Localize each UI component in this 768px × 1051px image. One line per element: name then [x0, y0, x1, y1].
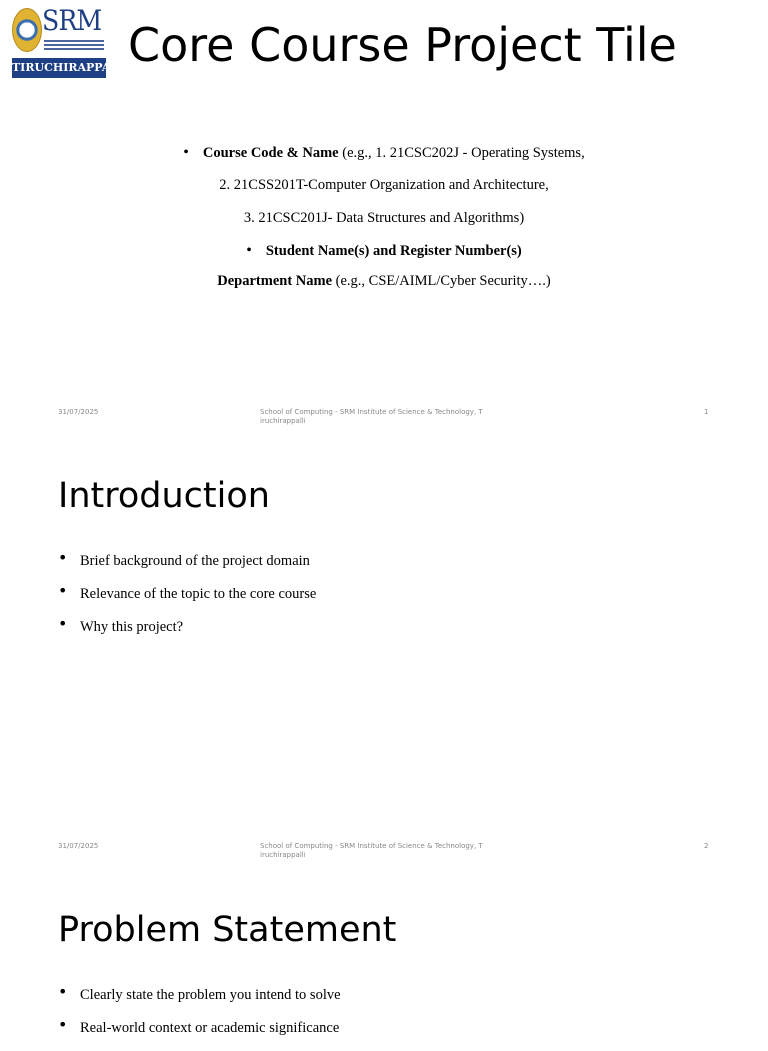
list-item — [58, 982, 341, 1018]
students-line — [0, 242, 768, 260]
footer-school-line-1: School of Computing - SRM Institute of Science & Technology, T — [260, 408, 483, 416]
footer-school-line-1: School of Computing - SRM Institute of Science & Technology, T — [260, 842, 483, 850]
list-item-text: Brief background of the project domain — [80, 553, 310, 569]
slide-3 — [0, 868, 768, 1036]
bullet-icon: • — [58, 614, 68, 633]
list-item-text: Clearly state the problem you intend to solve — [80, 987, 341, 1003]
srm-seal-icon — [12, 8, 42, 52]
bullet-icon: • — [58, 548, 68, 567]
students-label: Student Name(s) and Register Number(s) — [265, 243, 522, 259]
bullet-icon: • — [183, 144, 189, 161]
logo-tagline-lines — [44, 40, 104, 52]
course-2-line: 2. 21CSS201T-Computer Organization and Architecture, — [219, 177, 549, 193]
list-item — [58, 1015, 341, 1051]
footer-school-line-2: iruchirappalli — [260, 417, 306, 425]
bullet-icon: • — [58, 982, 68, 1001]
course-code-rest: (e.g., 1. 21CSC202J - Operating Systems, — [338, 145, 585, 161]
department-label: Department Name — [217, 273, 333, 289]
bullet-icon: • — [58, 581, 68, 600]
slide-2-title: Introduction — [58, 476, 270, 516]
intro-bullet-list — [58, 548, 317, 650]
slide-1-title: Core Course Project Tile — [128, 18, 677, 72]
slide-3-title: Problem Statement — [58, 910, 397, 950]
slide-1 — [0, 0, 768, 434]
footer-school — [260, 408, 510, 426]
list-item-text: Real-world context or academic significance — [80, 1020, 340, 1036]
course-code-label: Course Code & Name — [202, 145, 339, 161]
department-line — [0, 273, 768, 290]
footer-page-number: 2 — [704, 842, 709, 850]
logo-band: TIRUCHIRAPPALLI — [12, 58, 106, 78]
list-item-text: Relevance of the topic to the core course — [80, 586, 317, 602]
problem-bullet-list — [58, 982, 341, 1051]
course-3-line: 3. 21CSC201J- Data Structures and Algorithms) — [243, 210, 525, 226]
footer-page-number: 1 — [704, 408, 709, 416]
course-code-line — [0, 144, 768, 162]
footer-school-line-2: iruchirappalli — [260, 851, 306, 859]
logo-name: SRM — [42, 4, 102, 37]
footer-school — [260, 842, 510, 860]
footer-date: 31/07/2025 — [58, 842, 99, 850]
list-item-text: Why this project? — [80, 619, 184, 635]
slide-2 — [0, 434, 768, 868]
list-item — [58, 614, 316, 650]
bullet-icon: • — [246, 242, 252, 259]
footer-date: 31/07/2025 — [58, 408, 99, 416]
bullet-icon: • — [58, 1015, 68, 1034]
srm-logo — [12, 4, 131, 78]
list-item — [58, 548, 316, 584]
list-item — [58, 581, 317, 617]
department-rest: (e.g., CSE/AIML/Cyber Security….) — [332, 273, 551, 289]
